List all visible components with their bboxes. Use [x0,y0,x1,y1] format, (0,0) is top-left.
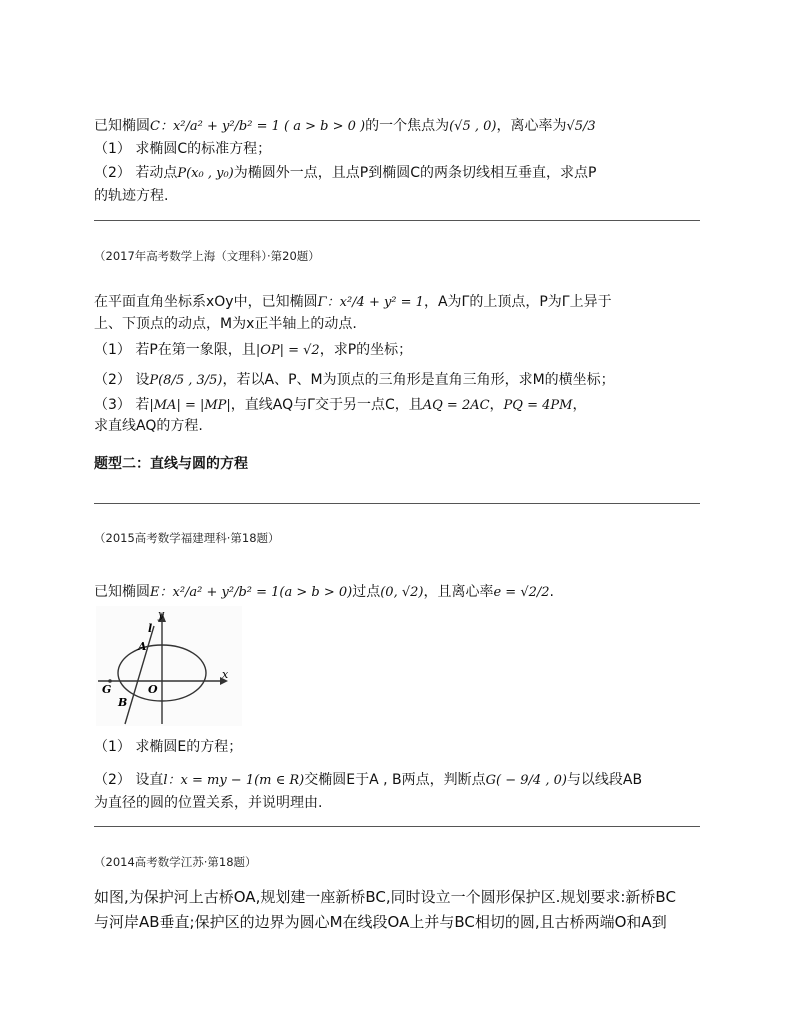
p2-q1 [94,338,700,363]
p1-focus-text: 的一个焦点为 [365,118,450,134]
p2-q1-b: ，求P的坐标； [319,342,413,358]
p1-line1 [94,114,700,139]
p3-ellipse-eq: E：x²/a² + y²/b² = 1(a > b > 0) [150,585,353,600]
p2-l1-a: 在平面直角坐标系xOy中，已知椭圆 [94,294,318,310]
p1-q2-point: P(x₀ , y₀) [177,166,234,181]
p2-q3-eq2: AQ = 2AC [422,398,490,413]
p2-q3-b: ，直线AQ与Γ交于另一点C，且 [230,397,423,413]
label-o: O [148,683,158,696]
p1-ecc-text: ，离心率为 [496,118,567,134]
p3-q1: （1） 求椭圆E的方程； [94,739,243,755]
p3-q2-a: （2） 设直 [94,772,164,788]
p3-point: (0, √2) [380,585,424,600]
p3-ecc: e = √2/2 [493,585,550,600]
p3-q2-c: 与以线段AB [566,772,643,788]
divider [94,220,700,221]
p3-q2-b: 交椭圆E于A , B两点，判断点 [304,772,486,788]
p2-ellipse-eq: Γ：x²/4 + y² = 1 [317,295,424,310]
label-y: y [158,608,165,621]
p3-q2-point: G( − 9/4 , 0) [485,773,567,788]
p2-q3-line2: 求直线AQ的方程. [94,418,203,434]
p2-q1-a: （1） 若P在第一象限，且 [94,342,256,358]
p2-q2 [94,368,700,393]
p2-q3-eq1: |MA| = |MP| [149,398,231,413]
p2-q3-d: ， [572,397,587,413]
p3-l1-d: . [549,584,554,600]
p3-line1 [94,580,700,605]
p2-q3-eq3: PQ = 4PM [503,398,573,413]
p2-q2-a: （2） 设 [94,372,150,388]
p1-q2-line2: 的轨迹方程. [94,188,169,204]
p1-q2-line1 [94,161,700,186]
p2-line2: 上、下顶点的动点，M为x正半轴上的动点. [94,316,357,332]
ellipse-figure [96,606,242,726]
p2-q3-a: （3） 若 [94,397,150,413]
p2-q2-eq: P(8/5 , 3/5) [149,373,223,388]
p1-ecc-value: √5/3 [566,119,596,134]
p3-q2-eq: l：x = my − 1(m ∈ R) [163,773,305,788]
p1-intro: 已知椭圆 [94,118,150,134]
label-g: G [102,683,112,696]
p1-q2-a: （2） 若动点 [94,165,178,181]
p1-q2-b: 为椭圆外一点，且点P到椭圆C的两条切线相互垂直，求点P [233,165,597,181]
p2-l1-b: ，A为Γ的上顶点，P为Γ上异于 [423,294,612,310]
p1-q1: （1） 求椭圆C的标准方程； [94,141,272,157]
p2-q1-eq: |OP| = √2 [255,343,320,358]
p3-source: （2015高考数学福建理科·第18题） [94,531,280,545]
p3-q2-line2: 为直径的圆的位置关系，并说明理由. [94,795,323,811]
p2-source: （2017年高考数学上海（文理科）·第20题） [94,249,320,263]
divider [94,826,700,827]
label-b: B [118,696,128,709]
p2-q2-b: ，若以A、P、M为顶点的三角形是直角三角形，求M的横坐标； [222,372,615,388]
p2-q3-c: ， [489,397,504,413]
p3-l1-a: 已知椭圆 [94,584,150,600]
label-l: l [148,622,153,635]
p4-line1: 如图,为保护河上古桥OA,规划建一座新桥BC,同时设立一个圆形保护区.规划要求:新桥BC [94,888,676,906]
p4-line2: 与河岸AB垂直;保护区的边界为圆心M在线段OA上并与BC相切的圆,且古桥两端O和A到 [94,913,667,931]
label-x: x [222,668,229,681]
p3-q2 [94,768,700,793]
p1-focus-value: (√5 , 0) [449,119,497,134]
p3-l1-b: 过点 [352,584,381,600]
label-a: A [138,640,147,653]
p4-source: （2014高考数学江苏·第18题） [94,855,257,869]
p1-ellipse-eq: C：x²/a² + y²/b² = 1 ( a > b > 0 ) [150,119,366,134]
section-heading: 题型二：直线与圆的方程 [94,456,248,472]
p3-l1-c: ，且离心率 [423,584,494,600]
divider [94,503,700,504]
